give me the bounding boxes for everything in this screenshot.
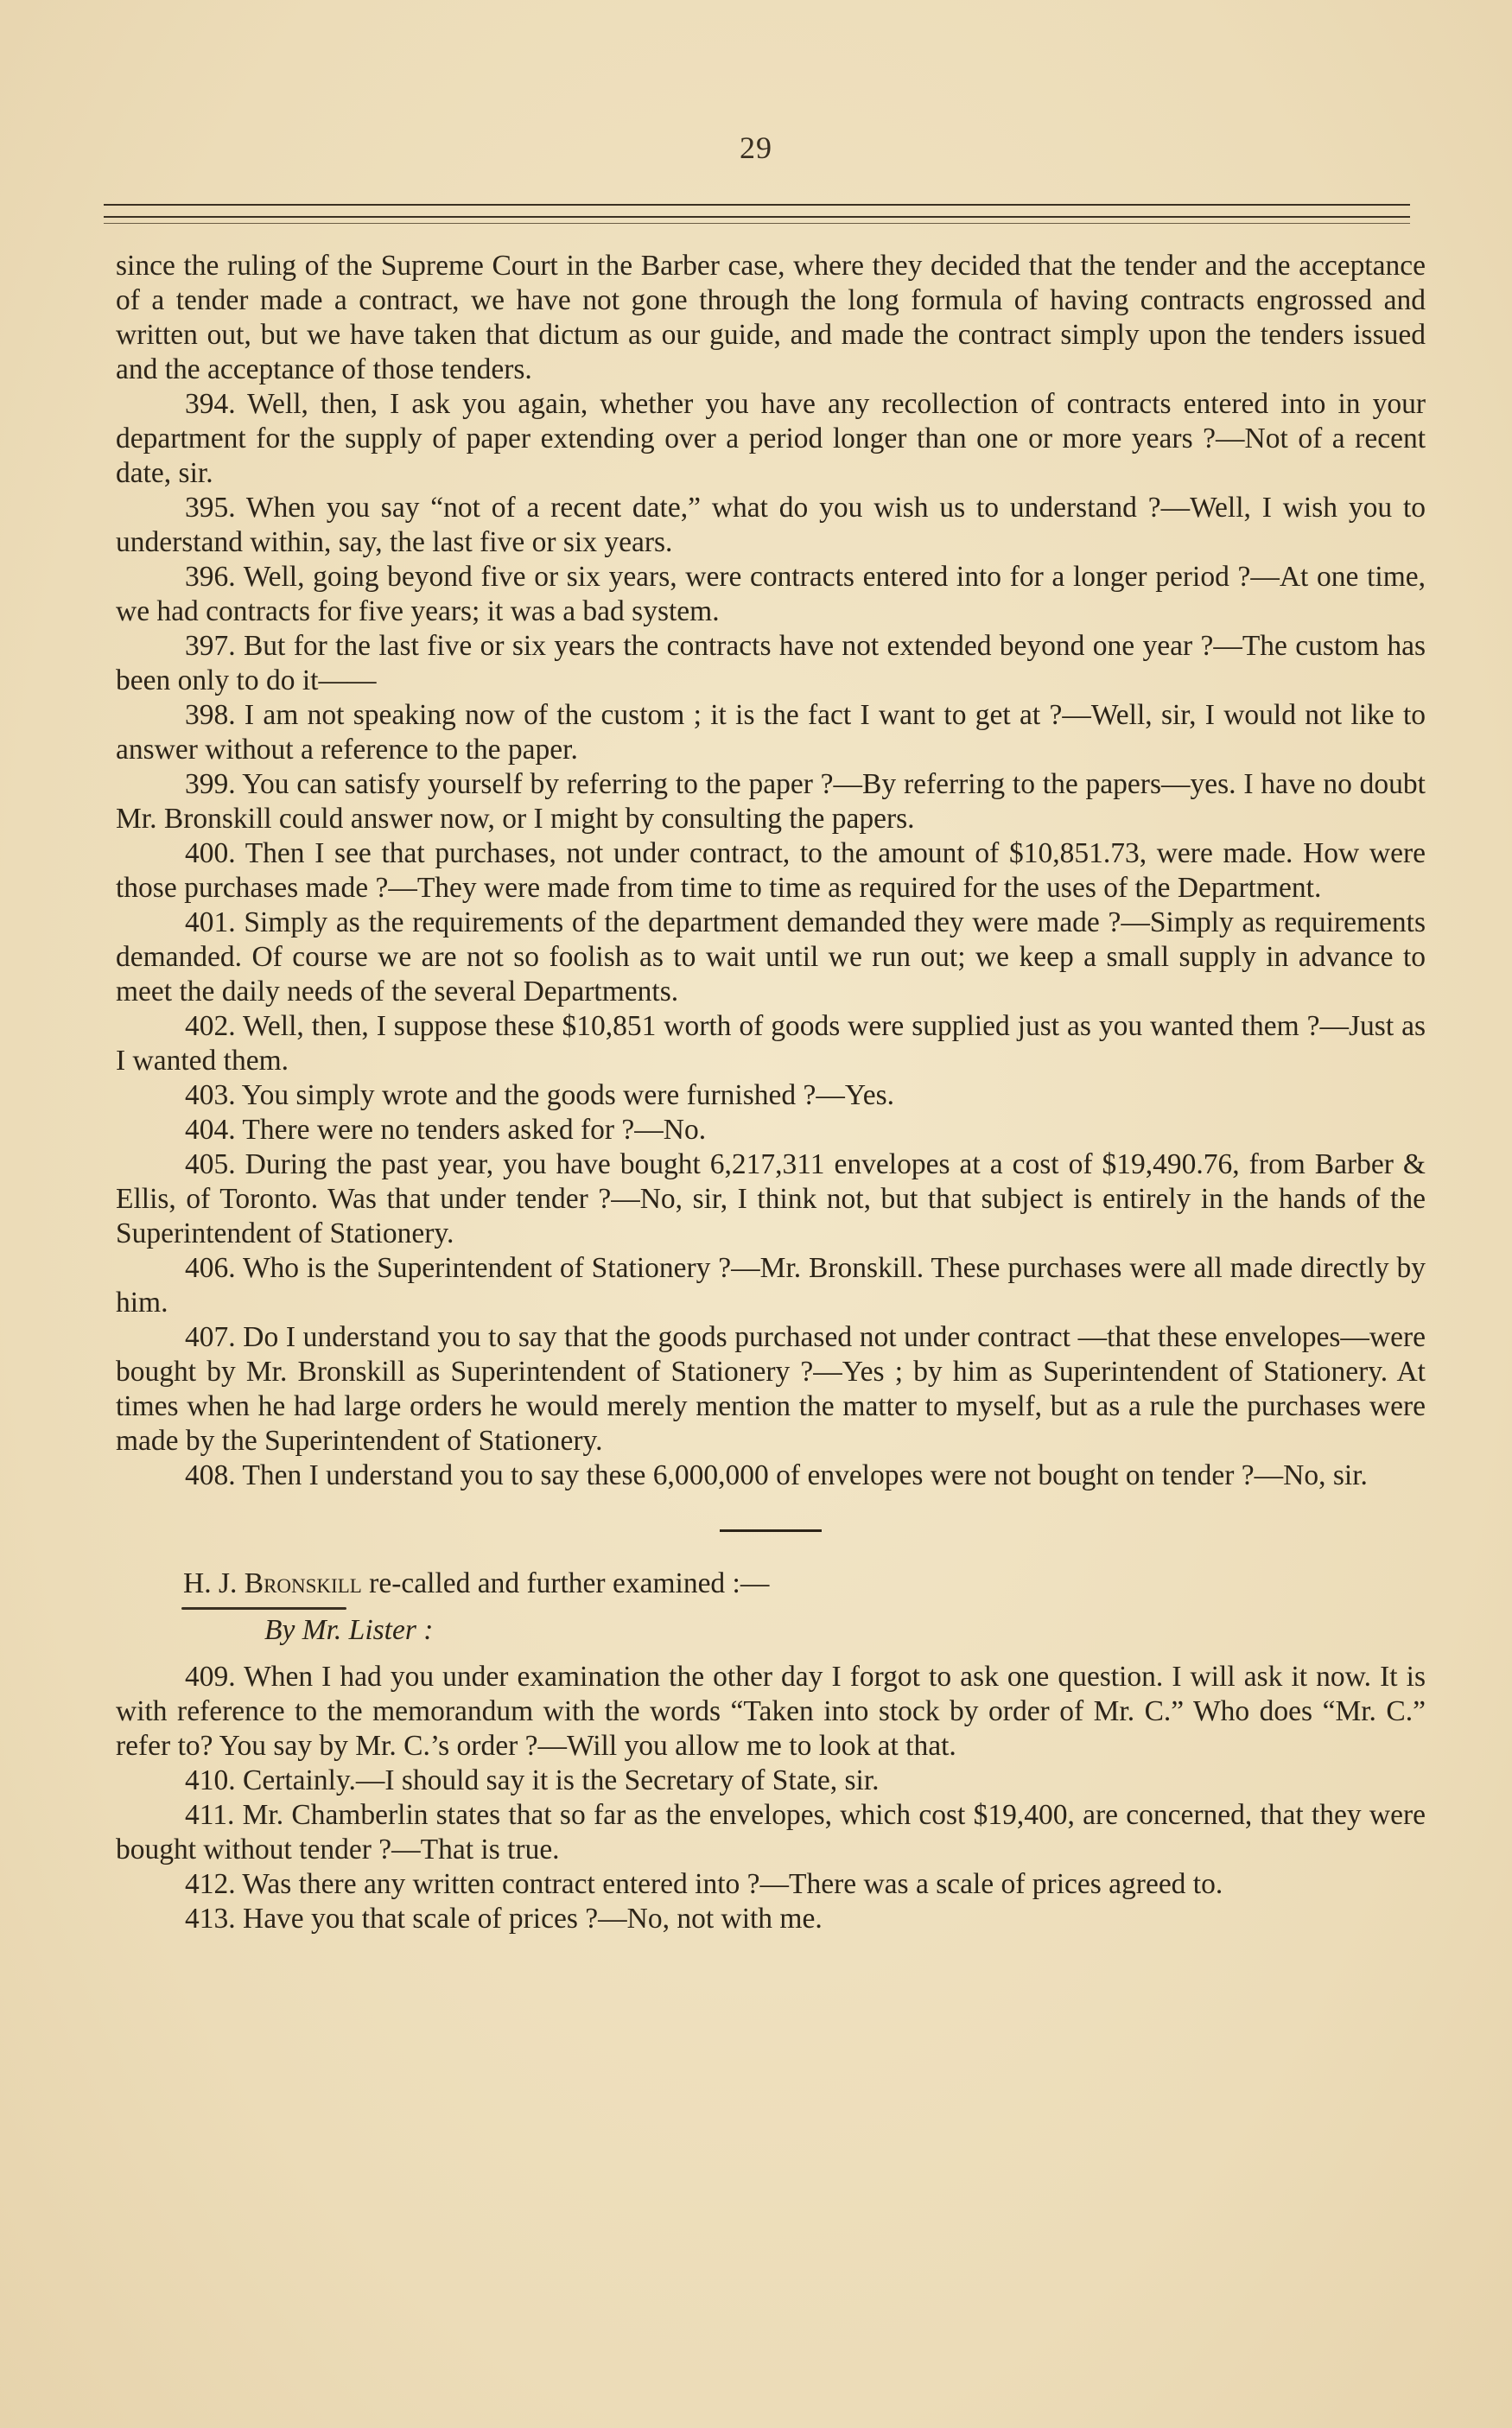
question-405: 405. During the past year, you have bought 6,217,311 envelopes at a cost of $19,490.76, from Barber & Ellis, of Toronto. Was that under tender ?—No, sir, I think not, but that subject is entirely in the hands of the Superintendent of Stationery. [116, 1148, 1426, 1249]
question-411: 411. Mr. Chamberlin states that so far as the envelopes, which cost $19,400, are concerned, that they were bought without tender ?—That is true. [116, 1799, 1426, 1865]
question-407: 407. Do I understand you to say that the goods purchased not under contract —that these envelopes—were bought by Mr. Bronskill as Superintendent of Stationery ?—Yes ; by him as Superintendent of Stationery. At times when he had large orders he would merely mention the matter to myself, but as a rule the purchases were made by the Superintendent of Stationery. [116, 1321, 1426, 1457]
testimony-body [116, 249, 1426, 1936]
witness-status: re-called and further examined :— [361, 1567, 770, 1599]
witness-heading [183, 1567, 1426, 1601]
question-403: 403. You simply wrote and the goods were furnished ?—Yes. [185, 1079, 895, 1111]
question-399: 399. You can satisfy yourself by referring to the paper ?—By referring to the papers—yes. I have no doubt Mr. Bronskill could answer now, or I might by consulting the papers. [116, 768, 1426, 835]
witness-name: H. J. Bronskill [183, 1567, 362, 1599]
header-thin-rule [104, 223, 1410, 224]
header-double-rule [104, 204, 1410, 218]
question-412: 412. Was there any written contract entered into ?—There was a scale of prices agreed to. [185, 1868, 1223, 1900]
question-409: 409. When I had you under examination the other day I forgot to ask one question. I will ask it now. It is with reference to the memorandum with the words “Taken into stock by order of Mr. C.” Who does “Mr. C.” refer to? You say by Mr. C.’s order ?—Will you allow me to look at that. [116, 1661, 1426, 1762]
section-divider [720, 1529, 822, 1532]
question-404: 404. There were no tenders asked for ?—No. [185, 1114, 707, 1146]
examiner-line: By Mr. Lister : [264, 1614, 434, 1646]
question-401: 401. Simply as the requirements of the department demanded they were made ?—Simply as requirements demanded. Of course we are not so foolish as to wait until we run out; we keep a small supply in advance to meet the daily needs of the several Departments. [116, 906, 1426, 1007]
question-413: 413. Have you that scale of prices ?—No, not with me. [185, 1903, 823, 1935]
question-396: 396. Well, going beyond five or six years, were contracts entered into for a longer period ?—At one time, we had contracts for five years; it was a bad system. [116, 561, 1426, 627]
question-397: 397. But for the last five or six years the contracts have not extended beyond one year ?—The custom has been only to do it—— [116, 630, 1426, 696]
paragraph-continuation: since the ruling of the Supreme Court in the Barber case, where they decided that the tender and the acceptance of a tender made a contract, we have not gone through the long formula of having contracts engrossed and written out, but we have taken that dictum as our guide, and made the contract simply upon the tenders issued and the acceptance of those tenders. [116, 250, 1426, 385]
question-408: 408. Then I understand you to say these 6,000,000 of envelopes were not bought on tender ?—No, sir. [185, 1459, 1368, 1491]
question-394: 394. Well, then, I ask you again, whether you have any recollection of contracts entered into in your department for the supply of paper extending over a period longer than one or more years ?—Not of a recent date, sir. [116, 388, 1426, 489]
question-406: 406. Who is the Superintendent of Stationery ?—Mr. Bronskill. These purchases were all made directly by him. [116, 1252, 1426, 1319]
page-number: 29 [740, 130, 772, 165]
question-400: 400. Then I see that purchases, not under contract, to the amount of $10,851.73, were made. How were those purchases made ?—They were made from time to time as required for the uses of the Department. [116, 837, 1426, 904]
question-398: 398. I am not speaking now of the custom ; it is the fact I want to get at ?—Well, sir, I would not like to answer without a reference to the paper. [116, 699, 1426, 766]
question-410: 410. Certainly.—I should say it is the Secretary of State, sir. [185, 1764, 880, 1796]
question-395: 395. When you say “not of a recent date,” what do you wish us to understand ?—Well, I wish you to understand within, say, the last five or six years. [116, 492, 1426, 558]
question-402: 402. Well, then, I suppose these $10,851 worth of goods were supplied just as you wanted them ?—Just as I wanted them. [116, 1010, 1426, 1077]
